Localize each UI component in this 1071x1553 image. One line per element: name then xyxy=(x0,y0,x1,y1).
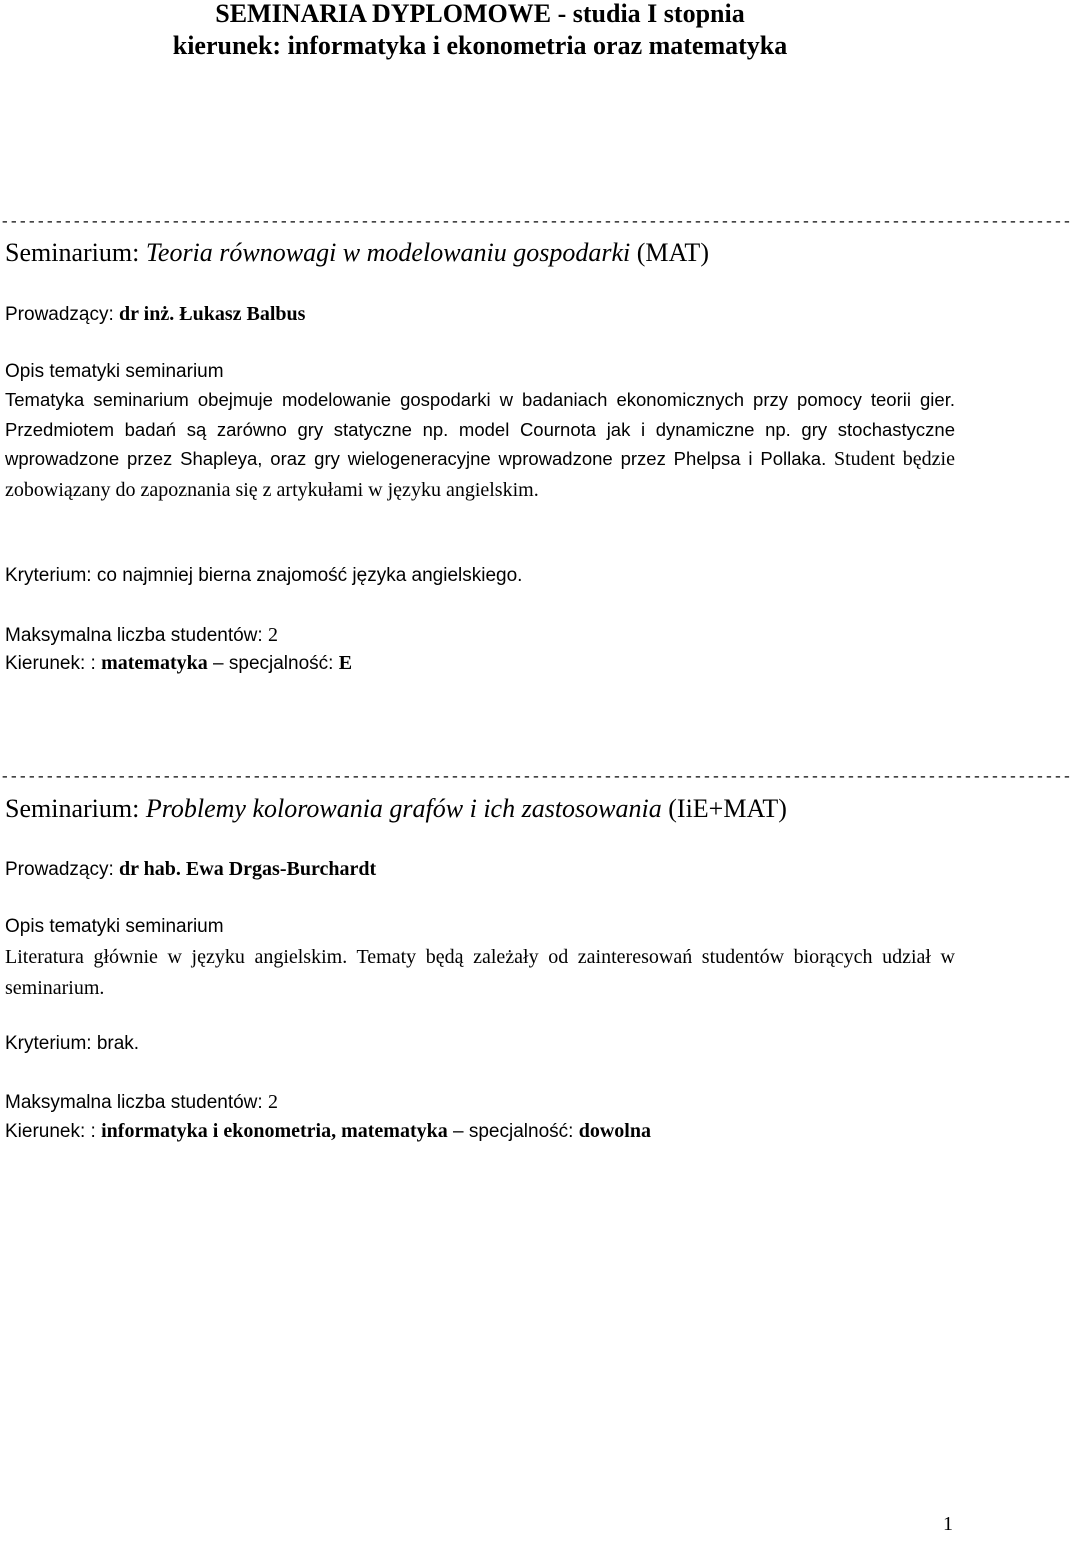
max-students-label: Maksymalna liczba studentów: xyxy=(5,625,268,646)
max-students-label: Maksymalna liczba studentów: xyxy=(5,1092,268,1113)
seminar-title xyxy=(5,238,709,268)
leader-name: dr inż. Łukasz Balbus xyxy=(119,303,306,325)
section-divider: ----------------------------------------------------------------------------------------------------------------------- xyxy=(0,213,1071,231)
page-title-line-1: SEMINARIA DYPLOMOWE - studia I stopnia xyxy=(215,0,745,28)
seminar-description xyxy=(5,385,955,505)
seminar-criterion: Kryterium: co najmniej bierna znajomość języka angielskiego. xyxy=(5,565,523,586)
direction-line xyxy=(5,1119,651,1144)
direction-line xyxy=(5,651,352,676)
specialization-label: – specjalność: xyxy=(207,653,339,674)
direction-label: Kierunek: : xyxy=(5,1121,102,1142)
section-divider: ----------------------------------------------------------------------------------------------------------------------- xyxy=(0,768,1071,786)
seminar-criterion: Kryterium: brak. xyxy=(5,1033,140,1054)
page-title xyxy=(0,0,960,62)
specialization-value: E xyxy=(338,652,353,674)
seminar-label: Seminarium: xyxy=(5,238,146,267)
specialization-value: dowolna xyxy=(578,1120,651,1142)
seminar-description xyxy=(5,942,955,1003)
description-heading: Opis tematyki seminarium xyxy=(5,916,224,937)
seminar-title xyxy=(5,794,787,824)
max-students xyxy=(5,1090,278,1115)
specialization-label: – specjalność: xyxy=(447,1121,579,1142)
page-title-line-2: kierunek: informatyka i ekonometria oraz matematyka xyxy=(172,31,788,60)
max-students xyxy=(5,623,278,648)
seminar-label: Seminarium: xyxy=(5,794,146,823)
leader-name: dr hab. Ewa Drgas-Burchardt xyxy=(119,858,377,880)
seminar-topic: Teoria równowagi w modelowaniu gospodarki xyxy=(145,238,631,267)
description-text-continued: Student będzie zobowiązany do zapoznania się z artykułami w języku angielskim. xyxy=(5,448,955,501)
seminar-leader xyxy=(5,302,305,327)
max-students-value: 2 xyxy=(267,624,278,646)
description-text: Literatura głównie w języku angielskim. Tematy będą zależały od zainteresowań studentów biorących udział w seminarium. xyxy=(5,946,955,999)
max-students-value: 2 xyxy=(267,1091,278,1113)
leader-label: Prowadzący: xyxy=(5,304,120,325)
description-heading: Opis tematyki seminarium xyxy=(5,361,224,382)
seminar-program: (MAT) xyxy=(630,238,709,267)
direction-value: matematyka xyxy=(101,652,208,674)
seminar-program: (IiE+MAT) xyxy=(661,794,787,823)
seminar-topic: Problemy kolorowania grafów i ich zastosowania xyxy=(145,794,662,823)
description-text: Tematyka seminarium obejmuje modelowanie gospodarki w badaniach ekonomicznych przy pomocy teorii gier. Przedmiotem badań są zarówno gry statyczne np. model Cournota jak i dynamiczne np. gry stochastyczne wprowadzone przez Shapleya, oraz gry wielogeneracyjne wprowadzone przez Phelpsa i Pollaka. xyxy=(5,389,955,469)
direction-label: Kierunek: : xyxy=(5,653,102,674)
seminar-leader xyxy=(5,857,376,882)
page-number: 1 xyxy=(943,1513,953,1535)
leader-label: Prowadzący: xyxy=(5,859,120,880)
direction-value: informatyka i ekonometria, matematyka xyxy=(101,1120,448,1142)
